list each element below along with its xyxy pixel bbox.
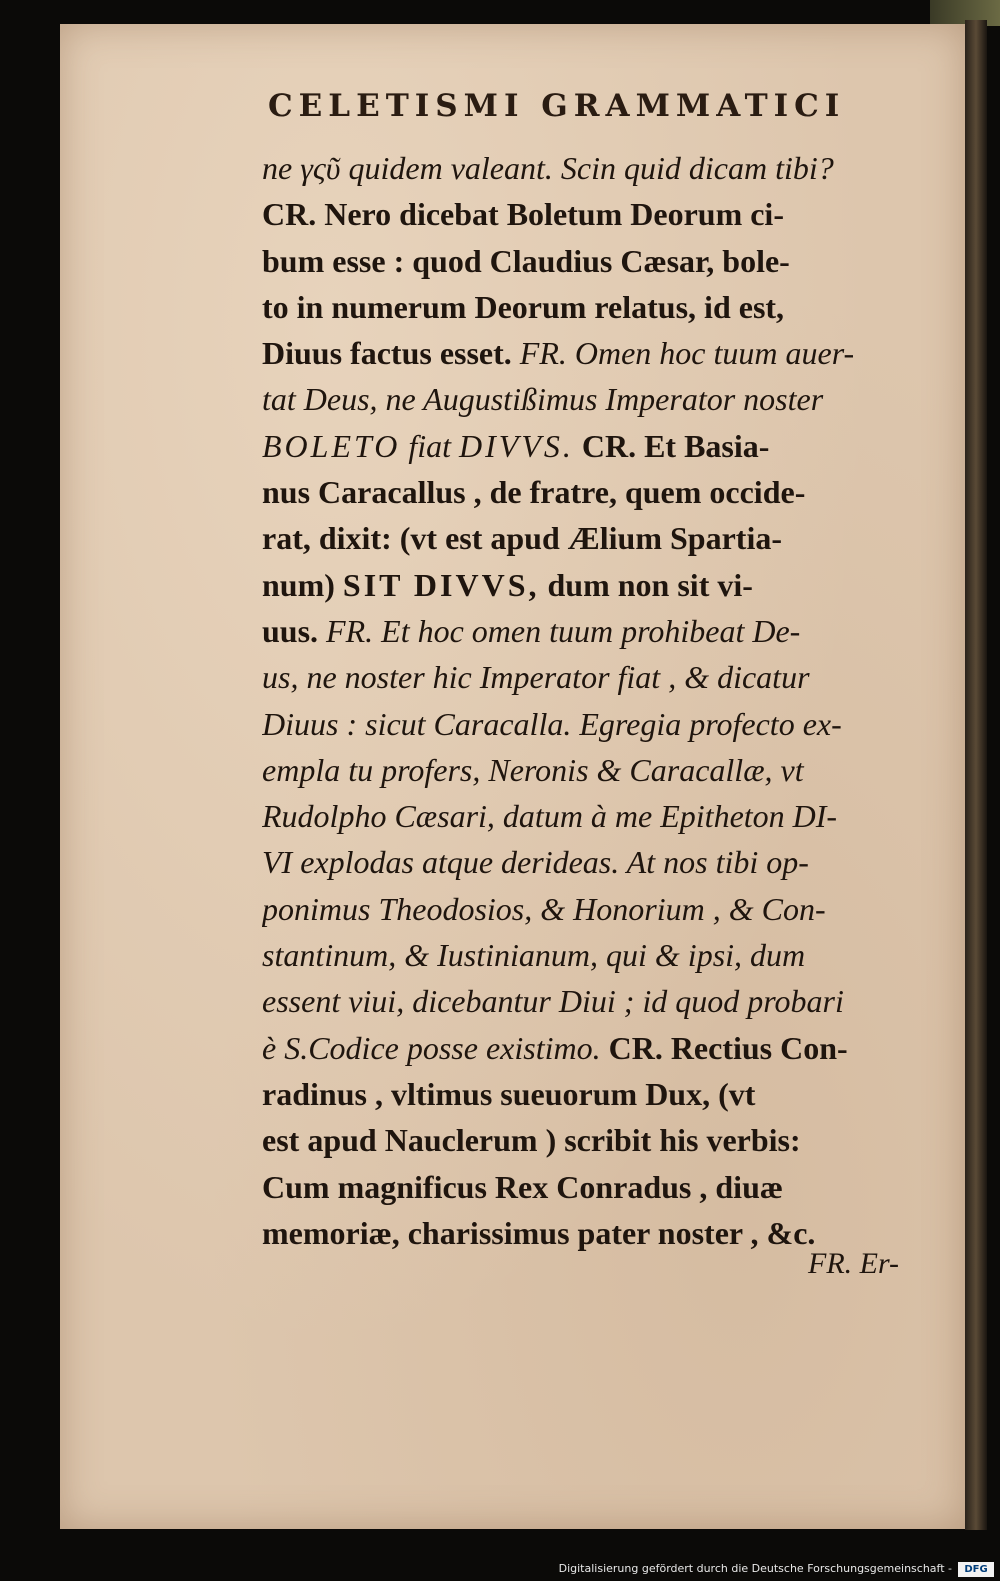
text-line [262, 1025, 942, 1071]
text-line [262, 284, 942, 330]
text-segment: uus. [262, 612, 327, 649]
text-segment: Rudolpho Cæsari, datum à me Epitheton DI- [262, 798, 838, 835]
text-line [262, 1164, 942, 1210]
body-text [262, 145, 942, 1256]
text-line [262, 932, 942, 978]
text-line [262, 1117, 942, 1163]
text-segment: SIT DIVVS, [342, 566, 540, 603]
text-segment: memoriæ, charissimus pater noster , &c. [262, 1214, 816, 1251]
text-segment: VI explodas atque derideas. At nos tibi op- [262, 844, 809, 881]
text-segment: bum esse : quod Claudius Cæsar, bole- [262, 242, 790, 279]
text-segment: FR. Et hoc omen tuum prohibeat De- [326, 612, 801, 649]
text-line [262, 515, 942, 561]
text-line [262, 747, 942, 793]
text-segment: est apud Nauclerum ) scribit his verbis: [262, 1122, 801, 1159]
text-line [262, 376, 942, 422]
text-segment: tat Deus, ne Augustißimus Imperator noster [262, 381, 824, 418]
text-segment: Cum magnificus Rex Conradus , diuæ [262, 1168, 783, 1205]
text-segment: dum non sit vi- [539, 566, 753, 603]
text-segment: Diuus : sicut Caracalla. Egregia profecto ex- [262, 705, 842, 742]
text-line [262, 330, 942, 376]
text-line [262, 562, 942, 608]
text-line [262, 238, 942, 284]
text-segment: num) [262, 566, 343, 603]
text-segment: stantinum, & Iustinianum, qui & ipsi, dum [262, 937, 806, 974]
text-line [262, 654, 942, 700]
dfg-logo: DFG [958, 1562, 994, 1577]
book-binding-edge [965, 20, 987, 1530]
text-segment: BOLETO [262, 427, 401, 464]
footer-credit: Digitalisierung gefördert durch die Deutsche Forschungsgemeinschaft - [558, 1562, 952, 1575]
text-segment: CR. Rectius Con- [608, 1029, 848, 1066]
text-line [262, 978, 942, 1024]
text-line [262, 701, 942, 747]
running-head: CELETISMI GRAMMATICI [268, 88, 846, 124]
text-segment: CR. Et Basia- [573, 427, 770, 464]
text-segment: empla tu profers, Neronis & Caracallæ, vt [262, 751, 804, 788]
text-segment: ponimus Theodosios, & Honorium , & Con- [262, 890, 826, 927]
text-line [262, 469, 942, 515]
text-line [262, 793, 942, 839]
text-line [262, 839, 942, 885]
text-line [262, 1071, 942, 1117]
text-line [262, 886, 942, 932]
text-line [262, 423, 942, 469]
text-line [262, 191, 942, 237]
text-segment: rat, dixit: (vt est apud Ælium Spartia- [262, 520, 782, 557]
text-segment: Diuus factus esset. [262, 335, 520, 372]
text-line [262, 145, 942, 191]
text-segment: Nero dicebat Boletum Deorum ci- [324, 196, 784, 233]
text-segment: to in numerum Deorum relatus, id est, [262, 288, 785, 325]
text-segment: CR. [262, 196, 325, 233]
text-segment: FR. Omen hoc tuum auer- [519, 335, 855, 372]
text-segment: ne γςῦ quidem valeant. Scin quid dicam tibi? [262, 150, 834, 186]
text-segment: nus Caracallus , de fratre, quem occide- [262, 474, 806, 511]
text-segment: DIVVS. [459, 427, 574, 464]
text-segment: us, ne noster hic Imperator fiat , & dicatur [262, 659, 810, 696]
text-segment: è S.Codice posse existimo. [262, 1029, 609, 1066]
text-segment: fiat [400, 427, 459, 464]
text-segment: essent viui, dicebantur Diui ; id quod probari [262, 983, 844, 1020]
text-segment: radinus , vltimus sueuorum Dux, (vt [262, 1075, 756, 1112]
text-line [262, 608, 942, 654]
catchword: FR. Er- [808, 1247, 900, 1280]
